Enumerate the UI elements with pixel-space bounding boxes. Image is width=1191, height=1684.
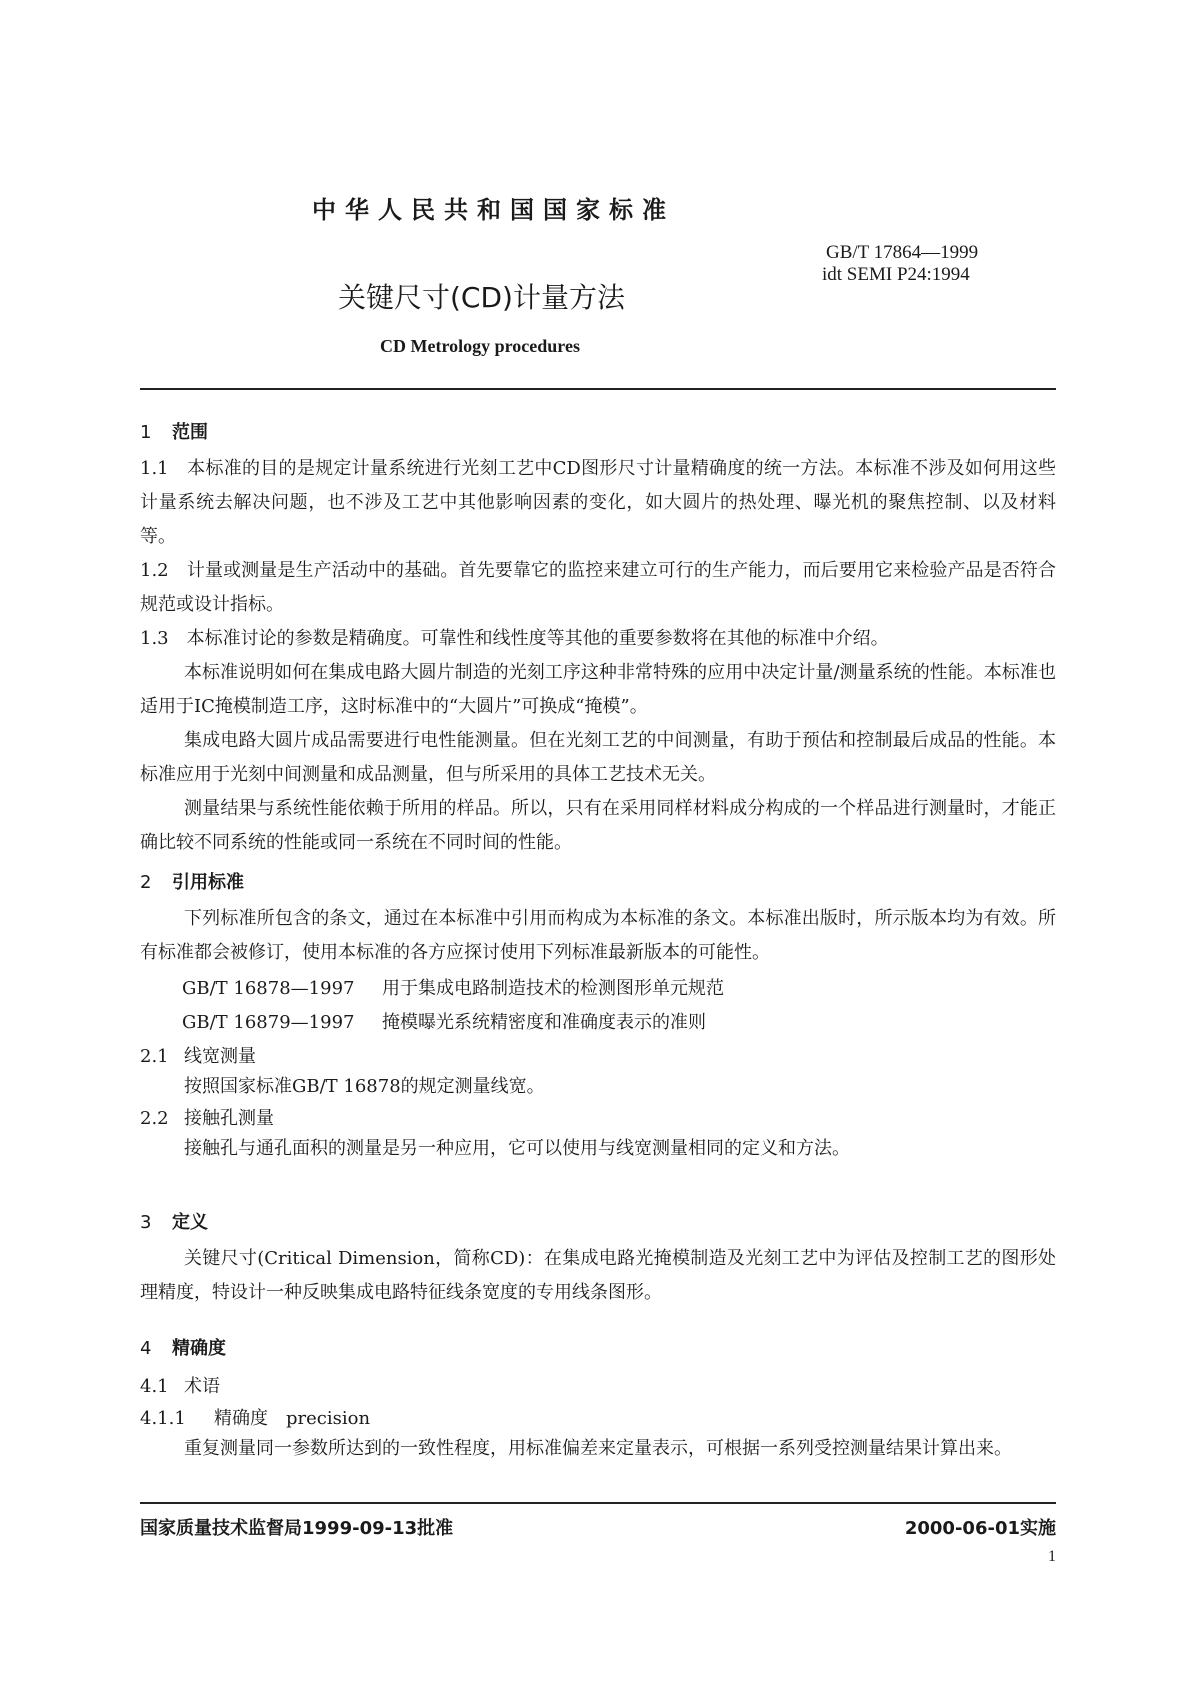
section-1-heading <box>140 418 208 444</box>
subsection-4-1-1-heading <box>140 1404 370 1430</box>
paragraph-4-1-1: 重复测量同一参数所达到的一致性程度，用标准偏差来定量表示，可根据一系列受控测量结果计算出来。 <box>184 1438 1012 1459</box>
subsection-4-1-heading <box>140 1372 220 1398</box>
section-3-heading <box>140 1208 208 1234</box>
paragraph-1-3-b: 集成电路大圆片成品需要进行电性能测量。但在光刻工艺的中间测量，有助于预估和控制最后成品的性能。本标准应用于光刻中间测量和成品测量，但与所采用的具体工艺技术无关。 <box>140 730 1056 785</box>
paragraph-1-3-a: 本标准说明如何在集成电路大圆片制造的光刻工序这种非常特殊的应用中决定计量/测量系统的性能。本标准也适用于IC掩模制造工序，这时标准中的“大圆片”可换成“掩模”。 <box>140 662 1056 717</box>
section-title: 精确度 <box>172 1338 226 1359</box>
subsection-title: 线宽测量 <box>184 1046 256 1067</box>
paragraph-2-intro: 下列标准所包含的条文，通过在本标准中引用而构成为本标准的条文。本标准出版时，所示版本均为有效。所有标准都会被修订，使用本标准的各方应探讨使用下列标准最新版本的可能性。 <box>140 908 1056 963</box>
paragraph-1-2: 1.2 计量或测量是生产活动中的基础。首先要靠它的监控来建立可行的生产能力，而后要用它来检验产品是否符合规范或设计指标。 <box>140 560 1056 615</box>
subsection-number: 4.1 <box>140 1376 169 1397</box>
subsection-title: 接触孔测量 <box>184 1108 274 1129</box>
section-number: 3 <box>140 1212 152 1233</box>
standard-number: GB/T 17864—1999 <box>826 242 979 263</box>
subsection-number: 2.1 <box>140 1046 169 1067</box>
subsection-number: 4.1.1 <box>140 1408 186 1429</box>
section-title: 引用标准 <box>172 872 244 893</box>
approval-line: 国家质量技术监督局1999-09-13批准 <box>140 1518 454 1539</box>
idt-reference: idt SEMI P24:1994 <box>822 264 970 285</box>
footer-divider <box>140 1502 1056 1504</box>
paragraph-1-3: 1.3 本标准讨论的参数是精确度。可靠性和线性度等其他的重要参数将在其他的标准中介绍。 <box>140 628 889 649</box>
header-divider <box>140 388 1056 390</box>
paragraph-2-1: 按照国家标准GB/T 16878的规定测量线宽。 <box>184 1076 545 1097</box>
reference-title: 掩模曝光系统精密度和准确度表示的准则 <box>382 1012 706 1033</box>
section-number: 1 <box>140 422 152 443</box>
section-number: 2 <box>140 872 152 893</box>
section-title: 定义 <box>172 1212 208 1233</box>
subsection-number: 2.2 <box>140 1108 169 1129</box>
reference-code: GB/T 16878—1997 <box>182 978 355 999</box>
section-4-heading <box>140 1334 226 1360</box>
national-standard-heading: 中华人民共和国国家标准 <box>312 196 675 224</box>
implementation-date: 2000-06-01实施 <box>904 1518 1056 1539</box>
paragraph-1-1: 1.1 本标准的目的是规定计量系统进行光刻工艺中CD图形尺寸计量精确度的统一方法。本标准不涉及如何用这些计量系统去解决问题，也不涉及工艺中其他影响因素的变化，如大圆片的热处理、曝光机的聚焦控制、以及材料等。 <box>140 458 1056 547</box>
subsection-title: 精确度 precision <box>214 1408 371 1429</box>
section-2-heading <box>140 868 244 894</box>
document-title-en: CD Metrology procedures <box>380 336 580 356</box>
document-title-cn: 关键尺寸(CD)计量方法 <box>338 281 625 314</box>
page-number: 1 <box>1048 1548 1056 1565</box>
subsection-2-2-heading <box>140 1104 274 1130</box>
reference-item <box>182 974 724 1000</box>
subsection-2-1-heading <box>140 1042 256 1068</box>
paragraph-3: 关键尺寸(Critical Dimension，简称CD)：在集成电路光掩模制造及光刻工艺中为评估及控制工艺的图形处理精度，特设计一种反映集成电路特征线条宽度的专用线条图形。 <box>140 1248 1056 1303</box>
section-number: 4 <box>140 1338 152 1359</box>
reference-item <box>182 1008 706 1034</box>
reference-title: 用于集成电路制造技术的检测图形单元规范 <box>382 978 724 999</box>
paragraph-1-3-c: 测量结果与系统性能依赖于所用的样品。所以，只有在采用同样材料成分构成的一个样品进行测量时，才能正确比较不同系统的性能或同一系统在不同时间的性能。 <box>140 798 1056 853</box>
reference-code: GB/T 16879—1997 <box>182 1012 355 1033</box>
paragraph-2-2: 接触孔与通孔面积的测量是另一种应用，它可以使用与线宽测量相同的定义和方法。 <box>184 1138 850 1159</box>
subsection-title: 术语 <box>184 1376 220 1397</box>
section-title: 范围 <box>172 422 208 443</box>
